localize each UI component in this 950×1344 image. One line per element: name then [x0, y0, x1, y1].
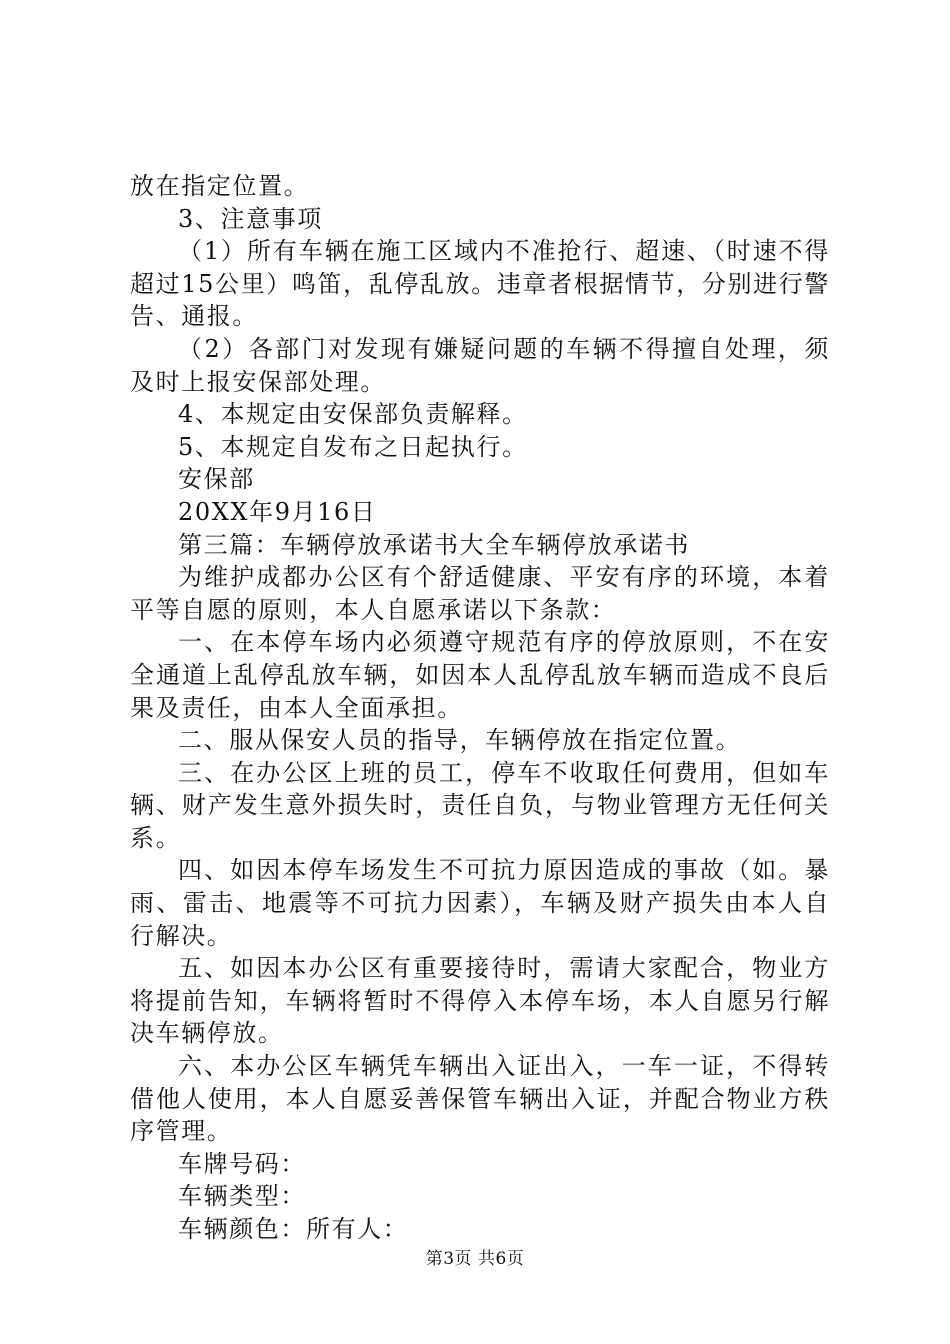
paragraph-clause-6: 六、本办公区车辆凭车辆出入证出入，一车一证，不得转借他人使用，本人自愿妥善保管车辆出入证，并配合物业方秩序管理。 [130, 1052, 830, 1146]
paragraph-clause-1: 一、在本停车场内必须遵守规范有序的停放原则，不在安全通道上乱停乱放车辆，如因本人乱停乱放车辆而造成不良后果及责任，由本人全面承担。 [130, 628, 830, 722]
paragraph-clause-5: 五、如因本办公区有重要接待时，需请大家配合，物业方将提前告知，车辆将暂时不得停入本停车场，本人自愿另行解决车辆停放。 [130, 954, 830, 1048]
paragraph-rule-5: 5、本规定自发布之日起执行。 [178, 432, 528, 461]
section-title: 第三篇：车辆停放承诺书大全车辆停放承诺书 [178, 530, 690, 559]
signature-date: 20XX年9月16日 [178, 497, 377, 526]
page-footer: 第3页 共6页 [425, 1249, 525, 1269]
paragraph-continuation: 放在指定位置。 [130, 172, 310, 200]
paragraph-intro: 为维护成都办公区有个舒适健康、平安有序的环境，本着平等自愿的原则，本人自愿承诺以下条款： [130, 563, 830, 624]
paragraph-clause-3: 三、在办公区上班的员工，停车不收取任何费用，但如车辆、财产发生意外损失时，责任自负，与物业管理方无任何关系。 [130, 758, 830, 852]
paragraph-note-2: （2）各部门对发现有嫌疑问题的车辆不得擅自处理，须及时上报安保部处理。 [130, 334, 830, 396]
paragraph-note-1: （1）所有车辆在施工区域内不准抢行、超速、（时速不得超过15公里）鸣笛，乱停乱放。违章者根据情节，分别进行警告、通报。 [130, 237, 830, 331]
paragraph-clause-4: 四、如因本停车场发生不可抗力原因造成的事故（如。暴雨、雷击、地震等不可抗力因素），车辆及财产损失由本人自行解决。 [130, 856, 830, 950]
paragraph-rule-4: 4、本规定由安保部负责解释。 [178, 400, 528, 429]
document-body [130, 170, 830, 1246]
field-vehicle-type: 车辆类型： [178, 1182, 306, 1211]
field-plate-number: 车牌号码： [178, 1149, 306, 1178]
signature-department: 安保部 [178, 465, 255, 494]
heading-notes: 3、注意事项 [178, 204, 323, 233]
paragraph-clause-2: 二、服从保安人员的指导，车辆停放在指定位置。 [178, 726, 742, 755]
field-vehicle-color-owner: 车辆颜色：所有人： [178, 1215, 409, 1243]
